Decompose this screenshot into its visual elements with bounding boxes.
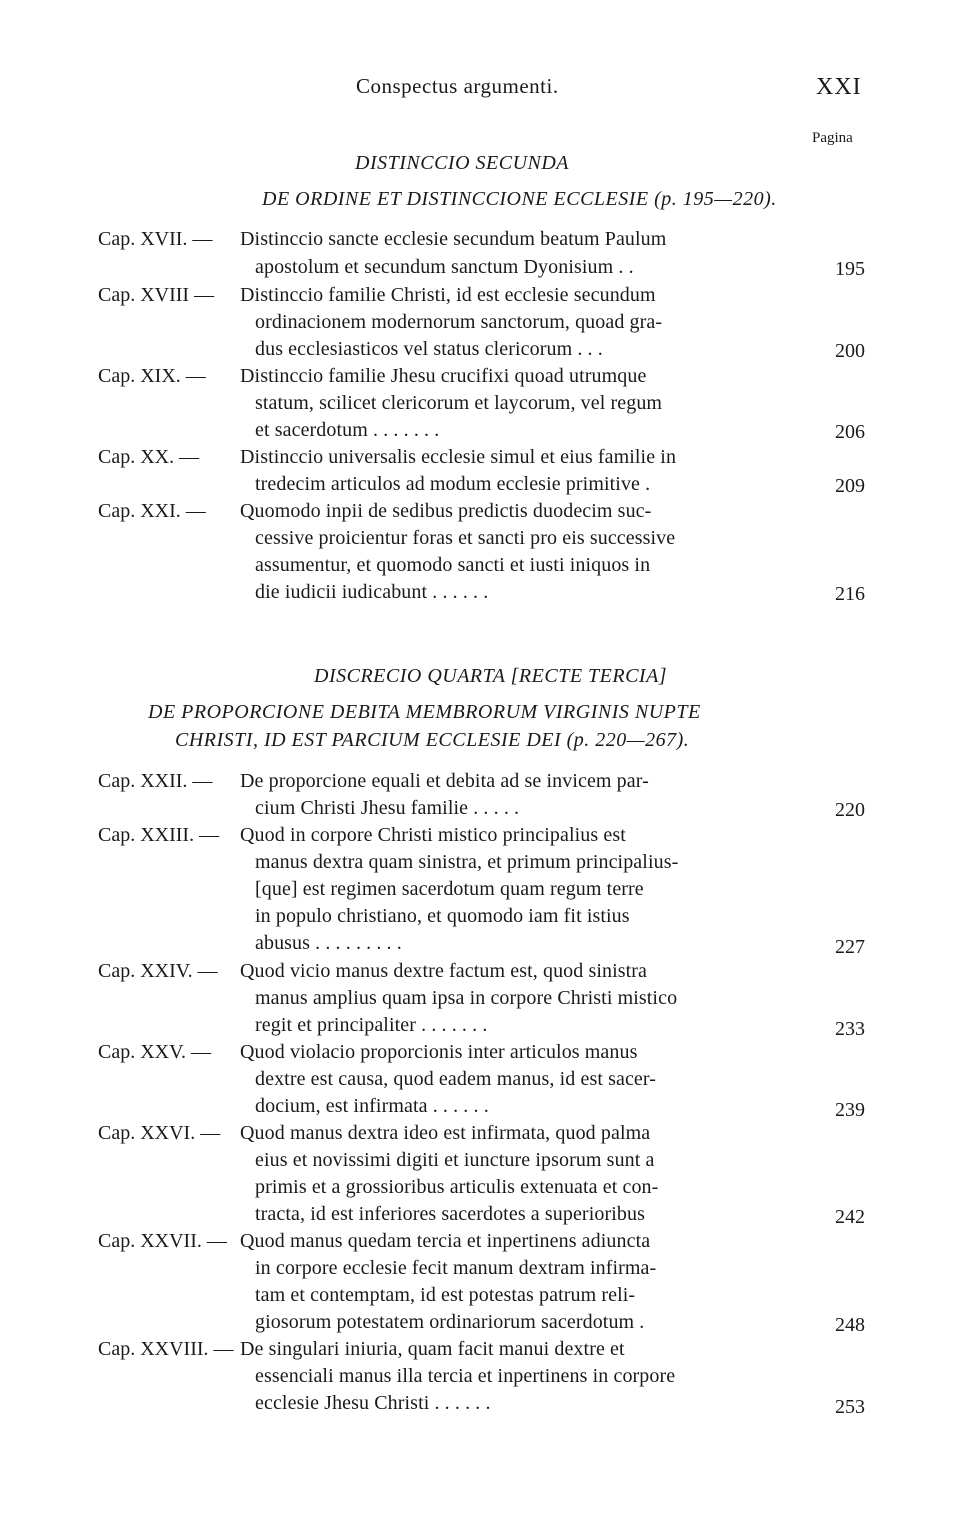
page-ref: 242 (835, 1206, 865, 1228)
chapter-label: Cap. XXII. — (98, 770, 213, 792)
entry-line: et sacerdotum . . . . . . . (255, 419, 440, 441)
entry-line: tredecim articulos ad modum ecclesie primitive . (255, 473, 651, 495)
entry-line: Quod manus dextra ideo est infirmata, quod palma (240, 1122, 651, 1144)
entry-line: in corpore ecclesie fecit manum dextram infirma- (255, 1257, 657, 1279)
entry-line: Distinccio familie Jhesu crucifixi quoad utrumque (240, 365, 647, 387)
section-title: DISTINCCIO SECUNDA (355, 152, 570, 174)
chapter-label: Cap. XXIII. — (98, 824, 220, 846)
page-ref: 253 (835, 1396, 865, 1418)
entry-line: cium Christi Jhesu familie . . . . . (255, 797, 520, 819)
chapter-label: Cap. XIX. — (98, 365, 206, 387)
entry-line: ecclesie Jhesu Christi . . . . . . (255, 1392, 491, 1414)
entry-line: dus ecclesiasticos vel status clericorum . . . (255, 338, 603, 360)
entry-line: cessive proicientur foras et sancti pro eis successive (255, 527, 676, 549)
page-number: XXI (816, 74, 862, 100)
entry-line: Quod manus quedam tercia et inpertinens adiuncta (240, 1230, 651, 1252)
entry-line: De proporcione equali et debita ad se invicem par- (240, 770, 649, 792)
pagina-column-label: Pagina (812, 130, 853, 146)
entry-line: apostolum et secundum sanctum Dyonisium . . (255, 256, 634, 278)
entry-line: De singulari iniuria, quam facit manui dextre et (240, 1338, 625, 1360)
chapter-label: Cap. XXI. — (98, 500, 206, 522)
entry-line: Quomodo inpii de sedibus predictis duodecim suc- (240, 500, 652, 522)
page-ref: 220 (835, 799, 865, 821)
chapter-label: Cap. XXV. — (98, 1041, 211, 1063)
page-ref: 209 (835, 475, 865, 497)
running-head (0, 74, 960, 104)
entry-line: dextre est causa, quod eadem manus, id est sacer- (255, 1068, 657, 1090)
entry-line: statum, scilicet clericorum et laycorum, vel regum (255, 392, 663, 414)
chapter-label: Cap. XXVII. — (98, 1230, 227, 1252)
entry-line: Quod violacio proporcionis inter articulos manus (240, 1041, 638, 1063)
entry-line: ordinacionem modernorum sanctorum, quoad gra- (255, 311, 663, 333)
entry-line: Distinccio familie Christi, id est ecclesie secundum (240, 284, 656, 306)
chapter-label: Cap. XX. — (98, 446, 200, 468)
entry-line: essenciali manus illa tercia et inpertinens in corpore (255, 1365, 676, 1387)
entry-line: die iudicii iudicabunt . . . . . . (255, 581, 489, 603)
page-ref: 216 (835, 583, 865, 605)
entry-line: assumentur, et quomodo sancti et iusti iniquos in (255, 554, 651, 576)
chapter-label: Cap. XXIV. — (98, 960, 218, 982)
section-subtitle: DE PROPORCIONE DEBITA MEMBRORUM VIRGINIS NUPTE (148, 701, 701, 723)
page-ref: 195 (835, 258, 865, 280)
entry-line: docium, est infirmata . . . . . . (255, 1095, 489, 1117)
entry-line: tracta, id est inferiores sacerdotes a superioribus (255, 1203, 645, 1225)
chapter-label: Cap. XXVI. — (98, 1122, 221, 1144)
entry-line: Distinccio universalis ecclesie simul et eius familie in (240, 446, 677, 468)
entry-line: abusus . . . . . . . . . (255, 932, 402, 954)
chapter-label: Cap. XVII. — (98, 228, 213, 250)
section-subtitle: DE ORDINE ET DISTINCCIONE ECCLESIE (p. 195—220). (262, 188, 777, 210)
running-title: Conspectus argumenti. (356, 74, 559, 98)
entry-line: primis et a grossioribus articulis extenuata et con- (255, 1176, 659, 1198)
chapter-label: Cap. XXVIII. — (98, 1338, 234, 1360)
page-ref: 233 (835, 1018, 865, 1040)
section-title: DISCRECIO QUARTA [RECTE TERCIA] (314, 665, 668, 687)
entry-line: Distinccio sancte ecclesie secundum beatum Paulum (240, 228, 667, 250)
section-subtitle: CHRISTI, ID EST PARCIUM ECCLESIE DEI (p. 220—267). (175, 729, 690, 751)
entry-line: giosorum potestatem ordinariorum sacerdotum . (255, 1311, 645, 1333)
page-ref: 200 (835, 340, 865, 362)
page-ref: 248 (835, 1314, 865, 1336)
entry-line: manus amplius quam ipsa in corpore Christi mistico (255, 987, 678, 1009)
entry-line: in populo christiano, et quomodo iam fit istius (255, 905, 630, 927)
entry-line: tam et contemptam, id est potestas patrum reli- (255, 1284, 636, 1306)
entry-line: [que] est regimen sacerdotum quam regum terre (255, 878, 644, 900)
page-ref: 227 (835, 936, 865, 958)
entry-line: Quod in corpore Christi mistico principalius est (240, 824, 626, 846)
chapter-label: Cap. XVIII — (98, 284, 215, 306)
entry-line: Quod vicio manus dextre factum est, quod sinistra (240, 960, 648, 982)
page-ref: 206 (835, 421, 865, 443)
entry-line: regit et principaliter . . . . . . . (255, 1014, 488, 1036)
entry-line: eius et novissimi digiti et iuncture ipsorum sunt a (255, 1149, 655, 1171)
page-ref: 239 (835, 1099, 865, 1121)
entry-line: manus dextra quam sinistra, et primum principalius- (255, 851, 679, 873)
